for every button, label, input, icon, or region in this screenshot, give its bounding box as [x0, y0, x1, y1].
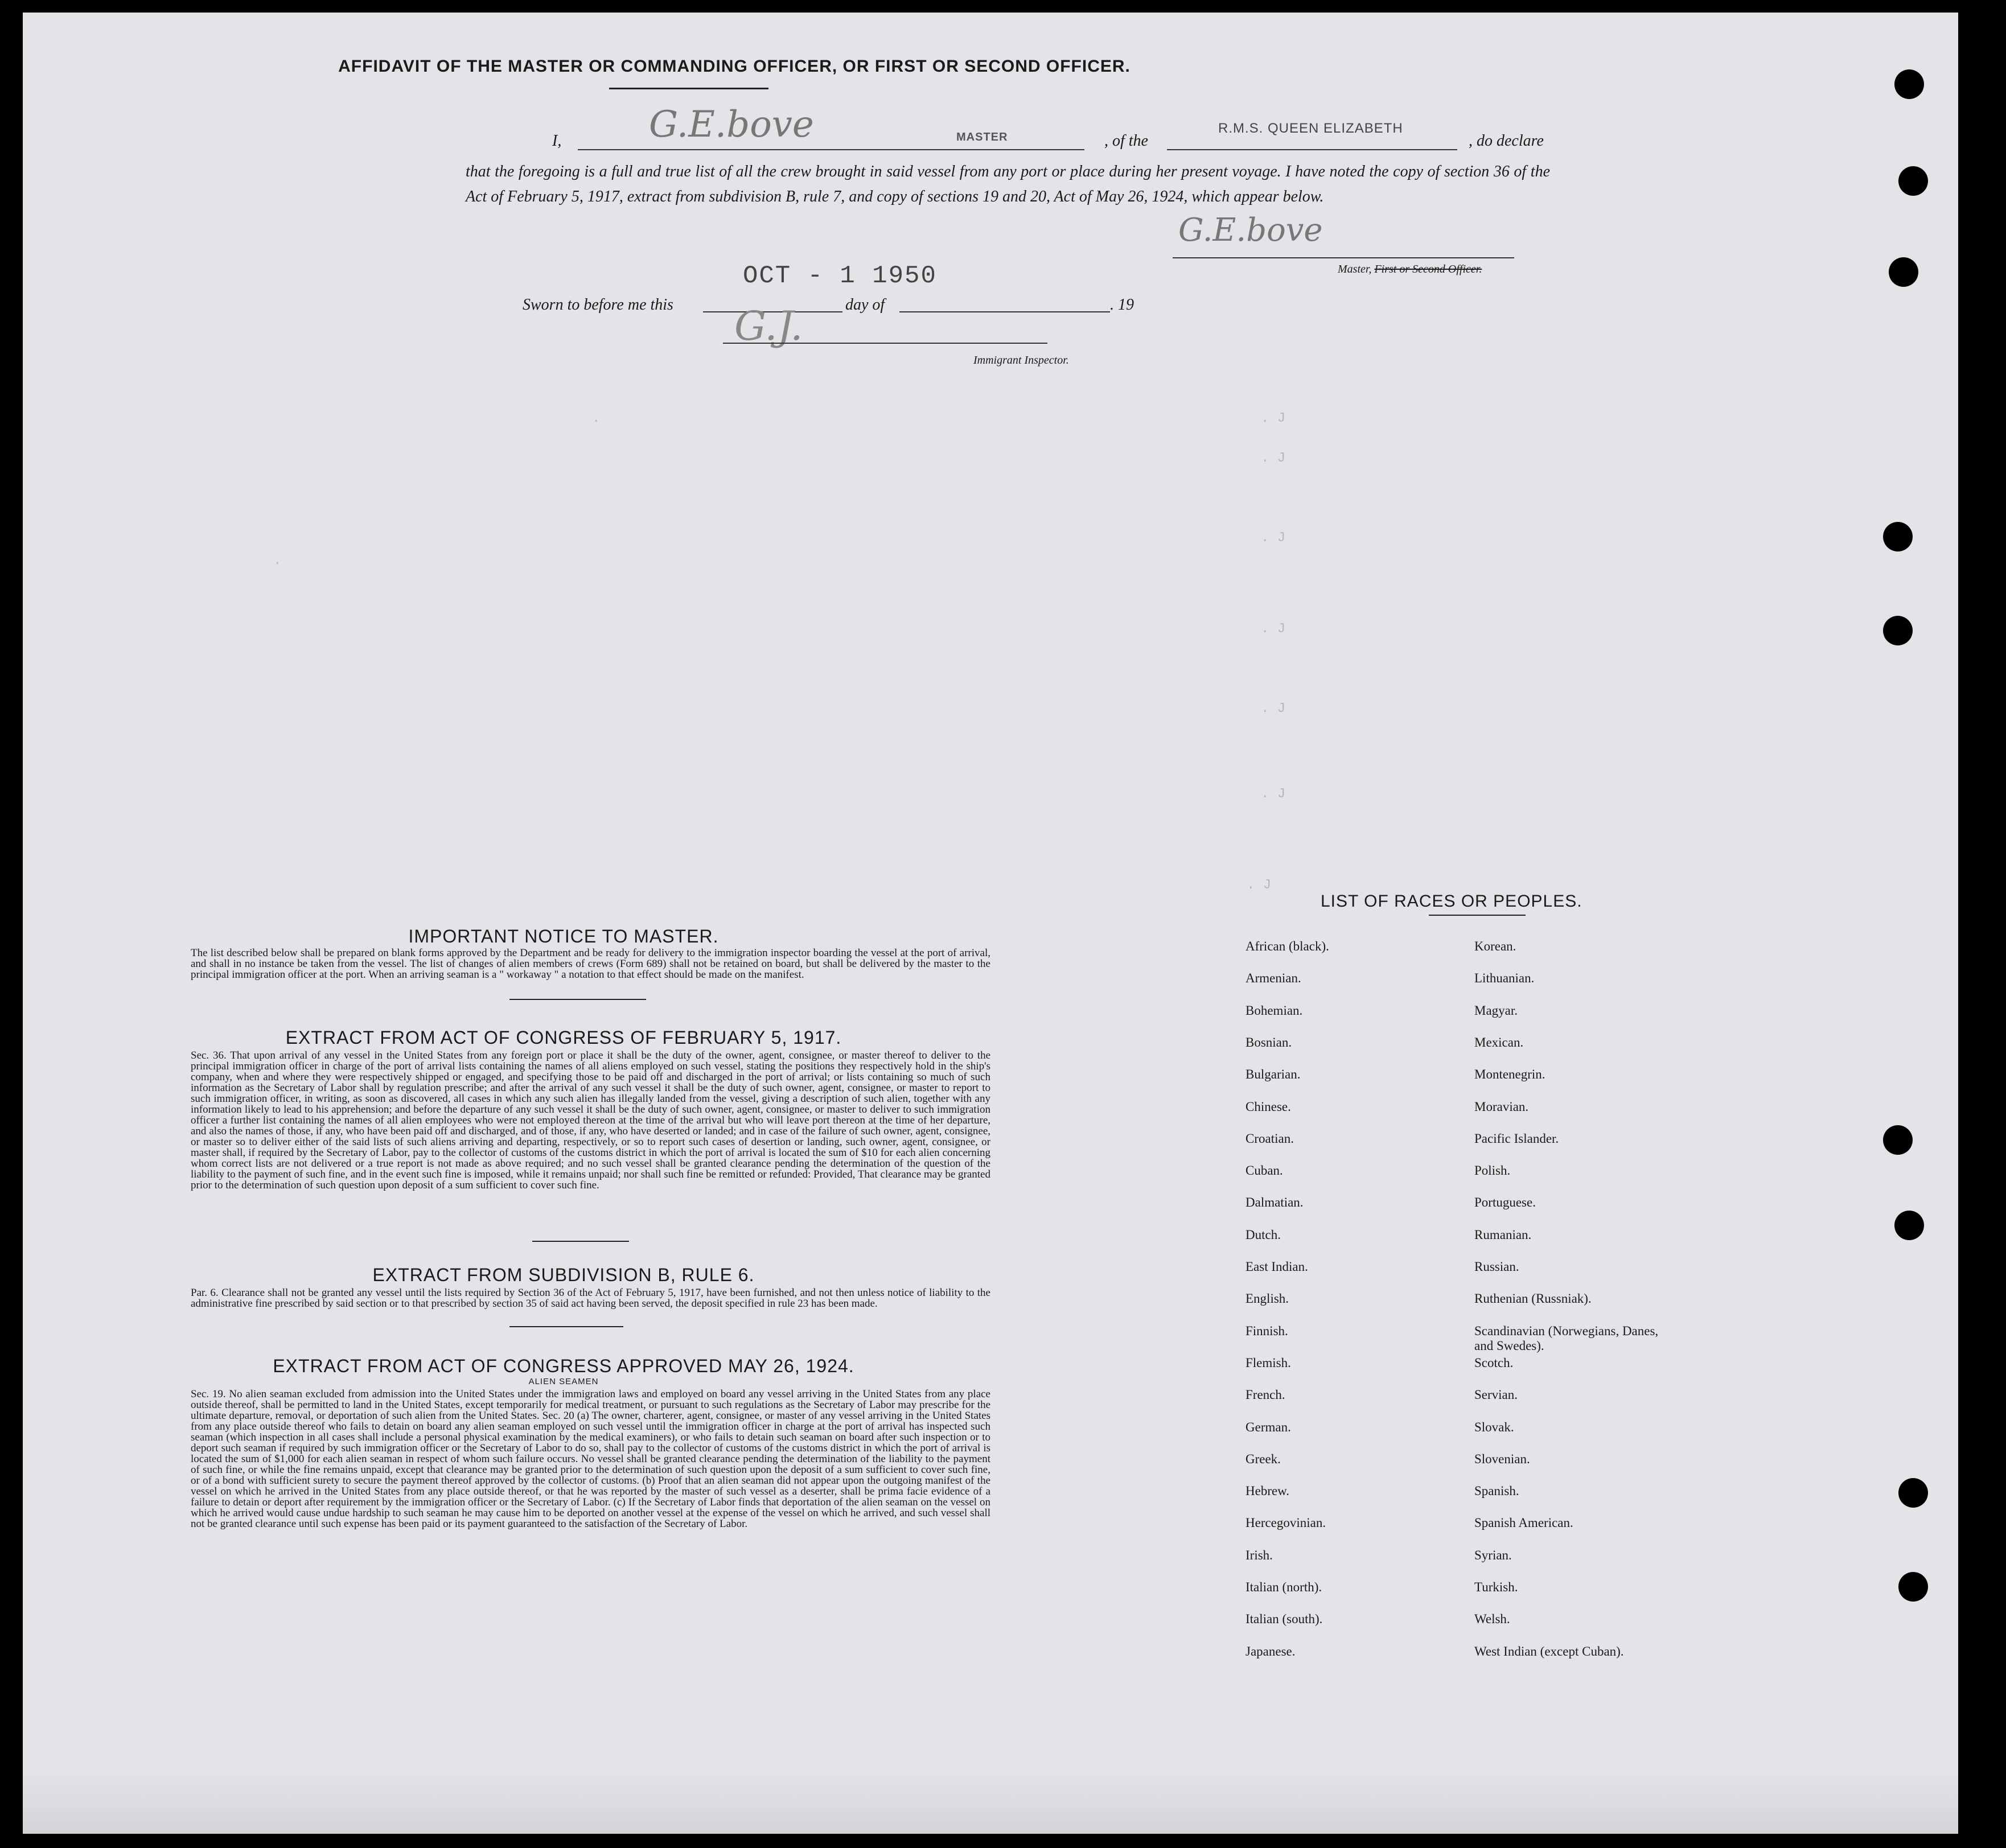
- race-item: African (black).: [1245, 939, 1329, 953]
- subdivision-rule: [509, 1326, 623, 1327]
- race-item: Scandinavian (Norwegians, Danes, and Swedes).: [1474, 1323, 1659, 1353]
- race-item: Dalmatian.: [1245, 1195, 1304, 1210]
- races-heading: LIST OF RACES OR PEOPLES.: [1321, 892, 1582, 911]
- race-item: Cuban.: [1245, 1163, 1283, 1178]
- race-item: German.: [1245, 1419, 1291, 1434]
- race-item: Russian.: [1474, 1260, 1519, 1274]
- race-item: Mexican.: [1474, 1035, 1524, 1049]
- race-item: Hercegovinian.: [1245, 1516, 1326, 1530]
- binder-hole: [1883, 522, 1913, 551]
- race-item: Turkish.: [1474, 1580, 1518, 1594]
- race-item: Croatian.: [1245, 1131, 1294, 1146]
- binder-hole: [1898, 1478, 1928, 1508]
- race-item: Korean.: [1474, 939, 1516, 953]
- race-item: Bohemian.: [1245, 1003, 1303, 1018]
- race-item: Welsh.: [1474, 1612, 1510, 1627]
- race-item: Irish.: [1245, 1547, 1273, 1562]
- extract-1924-text: Sec. 19. No alien seaman excluded from admission into the United States under the immigration laws and employed on board any vessel arriving in the United States from any place outside thereof, shall be permitted to land in the United States, except temporarily for medical treatment, or pursuant to such regulations as the Secretary of Labor may prescribe for the ultimate departure, removal, or deportation of such alien from the United States. Sec. 20 (a) The owner, charterer, agent, consignee, or master of any vessel arriving in the United States from any place outside thereof who fails to detain on board any alien seaman employed on such vessel until the immigration officer in charge at the port of arrival has inspected such seaman (which inspection in all cases shall include a personal physical examination by the medical examiners), or who fails to detain such seaman on board after such inspection or to deport such seaman if required by such immigration officer or the Secretary of Labor to do so, shall pay to the collector of customs of the customs district in which the port of arrival is located the sum of $1,000 for each alien seaman in respect of whom such failure occurs. No vessel shall be granted clearance pending the determination of the liability to the payment of such fine, or while the fine remains unpaid, except that clearance may be granted prior to the determination of such question upon the deposit of a sum sufficient to cover such fine, or of a bond with sufficient surety to secure the payment thereof approved by the collector of customs. (b) Proof that an alien seaman did not appear upon the outgoing manifest of the vessel on which he arrived in the United States from any place outside thereof, or that he was reported by the master of such vessel as a deserter, shall be prima facie evidence of a failure to detain or deport after requirement by the immigration officer or the Secretary of Labor. (c) If the Secretary of Labor finds that deportation of the alien seaman on the vessel on which he arrived would cause undue hardship to such seaman he may cause him to be deported on another vessel at the expense of the vessel on which he arrived, and such vessel shall not be granted clearance until such expense has been paid or its payment guaranteed to the satisfaction of the Secretary of Labor.: [191, 1388, 990, 1530]
- year-prefix: . 19: [1110, 296, 1134, 314]
- race-item: Greek.: [1245, 1451, 1281, 1466]
- binder-hole: [1898, 1572, 1928, 1602]
- race-item: Portuguese.: [1474, 1195, 1536, 1210]
- master-officer-label: Master, First or Second Officer.: [1338, 263, 1482, 275]
- alien-seamen-subhead: ALIEN SEAMEN: [528, 1377, 599, 1386]
- master-signature: G.E.bove: [1178, 212, 1323, 249]
- signature-name: G.E.bove: [649, 104, 814, 146]
- race-item: Spanish American.: [1474, 1516, 1573, 1530]
- do-declare: , do declare: [1469, 132, 1544, 150]
- race-item: Japanese.: [1245, 1644, 1296, 1658]
- binder-hole: [1883, 1125, 1913, 1155]
- inspector-line: [723, 337, 1047, 344]
- race-item: Armenian.: [1245, 971, 1301, 986]
- race-item: West Indian (except Cuban).: [1474, 1644, 1624, 1658]
- race-item: Syrian.: [1474, 1547, 1512, 1562]
- race-item: Magyar.: [1474, 1003, 1518, 1018]
- notice-heading: IMPORTANT NOTICE TO MASTER.: [408, 926, 719, 946]
- rank-master: MASTER: [956, 131, 1008, 143]
- race-item: Servian.: [1474, 1388, 1518, 1402]
- race-item: Pacific Islander.: [1474, 1131, 1559, 1146]
- race-item: Chinese.: [1245, 1099, 1291, 1114]
- binder-hole: [1898, 166, 1928, 196]
- race-item: Italian (south).: [1245, 1612, 1323, 1627]
- extract-1917-heading: EXTRACT FROM ACT OF CONGRESS OF FEBRUARY 5, 1917.: [285, 1027, 842, 1048]
- inspector-signature: G.J.: [734, 303, 803, 349]
- extract-1924-heading: EXTRACT FROM ACT OF CONGRESS APPROVED MAY 26, 1924.: [273, 1356, 854, 1376]
- race-item: Slovenian.: [1474, 1451, 1530, 1466]
- affidavit-title: AFFIDAVIT OF THE MASTER OR COMMANDING OFFICER, OR FIRST OR SECOND OFFICER.: [338, 57, 1131, 76]
- vessel-name: R.M.S. QUEEN ELIZABETH: [1218, 121, 1403, 136]
- of-the-label: , of the: [1104, 132, 1148, 150]
- binder-hole: [1894, 69, 1924, 99]
- race-item: East Indian.: [1245, 1260, 1308, 1274]
- race-item: Hebrew.: [1245, 1484, 1290, 1499]
- master-signature-line: [1173, 252, 1514, 258]
- subdivision-heading: EXTRACT FROM SUBDIVISION B, RULE 6.: [372, 1265, 755, 1285]
- binder-hole: [1889, 257, 1918, 287]
- subdivision-text: Par. 6. Clearance shall not be granted any vessel until the lists required by Section 36 of the Act of February 5, 1917, have been furnished, and not then unless notice of liability to the administrative fine prescribed by said section or to that prescribed by section 35 of said act having been served, the deposit specified in rule 23 has been made.: [191, 1287, 990, 1310]
- extract-1917-rule: [532, 1241, 629, 1242]
- race-item: Moravian.: [1474, 1099, 1529, 1114]
- title-rule: [609, 88, 768, 89]
- race-item: Ruthenian (Russniak).: [1474, 1291, 1592, 1306]
- race-item: Italian (north).: [1245, 1580, 1322, 1594]
- race-item: Rumanian.: [1474, 1227, 1532, 1242]
- race-item: Lithuanian.: [1474, 971, 1535, 986]
- race-item: Flemish.: [1245, 1355, 1291, 1370]
- race-item: Dutch.: [1245, 1227, 1281, 1242]
- declarant-i: I,: [552, 132, 562, 150]
- race-item: Montenegrin.: [1474, 1067, 1545, 1082]
- day-of-label: day of: [845, 296, 885, 314]
- race-item: Bulgarian.: [1245, 1067, 1301, 1082]
- races-rule: [1429, 915, 1526, 916]
- race-item: French.: [1245, 1388, 1285, 1402]
- race-item: Scotch.: [1474, 1355, 1514, 1370]
- inspector-label: Immigrant Inspector.: [973, 354, 1069, 367]
- affidavit-statement: that the foregoing is a full and true list of all the crew brought in said vessel from any port or place during her present voyage. I have noted the copy of section 36 of the Act of February 5, 1917, extract from subdivision B, rule 7, and copy of sections 19 and 20, Act of May 26, 1924, which appear below.: [466, 163, 1550, 205]
- race-item: Finnish.: [1245, 1323, 1288, 1338]
- race-item: Bosnian.: [1245, 1035, 1292, 1049]
- sworn-label: Sworn to before me this: [523, 296, 673, 314]
- extract-1917-text: Sec. 36. That upon arrival of any vessel in the United States from any foreign port or place it shall be the duty of the owner, agent, consignee, or master thereof to deliver to the principal immigration officer in charge of the port of arrival lists containing the names of all aliens employed on such vessel, stating the positions they respectively hold in the ship's company, when and where they were respectively shipped or engaged, and specifying those to be paid off and discharged in the port of arrival; or lists containing so much of such information as the Secretary of Labor shall by regulation prescribe; and after the arrival of any such vessel it shall be the duty of such owner, agent, consignee, or master to report to such immigration officer, in writing, as soon as discovered, all cases in which any such alien has illegally landed from the vessel, giving a description of such alien, together with any information likely to lead to his apprehension; and before the departure of any such vessel it shall be the duty of such owner, agent, consignee, or master to deliver to such immigration officer a further list containing the names of all alien employees who were not employed thereon at the time of the arrival but who will leave port thereon at the time of her departure, and also the names of those, if any, who have been paid off and discharged, and of those, if any, who have deserted or landed; and in case of the failure of such owner, agent, consignee, or master so to deliver either of the said lists of such aliens arriving and departing, respectively, or so to report such cases of desertion or landing, such owner, agent, consignee, or master shall, if required by the Secretary of Labor, pay to the collector of customs of the customs district in which the port of arrival is located the sum of $10 for each alien concerning whom correct lists are not delivered or a true report is not made as above required; and no such vessel shall be granted clearance pending the determination of the question of the liability to the payment of such fine, and in the event such fine is imposed, while it remains unpaid; nor shall such fine be remitted or refunded: Provided, That clearance may be granted prior to the determination of such question upon deposit of a sum sufficient to cover such fine.: [191, 1049, 990, 1191]
- race-item: English.: [1245, 1291, 1289, 1306]
- sworn-month-line: [899, 294, 1110, 312]
- race-item: Spanish.: [1474, 1484, 1519, 1499]
- date-stamp: OCT - 1 1950: [743, 262, 937, 290]
- notice-text: The list described below shall be prepared on blank forms approved by the Department and be ready for delivery to the immigration inspector boarding the vessel at the port of arrival, and shall in no instance be taken from the vessel. The list of changes of alien members of crews (Form 689) shall not be retained on board, but shall be delivered by the master to the principal immigration officer at the port. When an arriving seaman is a " workaway " a notation to that effect should be made on the manifest.: [191, 947, 990, 981]
- document-page: AFFIDAVIT OF THE MASTER OR COMMANDING OFFICER, OR FIRST OR SECOND OFFICER. I, G.E.bove MASTER , of the R.M.S. QUEEN ELIZABETH , do declare that the foregoing is a full and true list of all the crew brought in said vessel from any port or place during her present voyage. I have noted the copy of section 36 of the Act of February 5, 1917, extract from subdivision B, rule 7, and copy of sections 19 and 20, Act of May 26, 1924, which appear below. OCT - 1 1950 G.E.bove Master, First or Second Officer. Sworn to before me this day of . 19 G.J. Immigrant Inspector. . J . J . J . J . J . J . . . J IMPORTANT NOTICE TO MASTER. The list described below shall be prepared on blank forms approved by the Department and be ready for delivery to the immigration inspector boarding the vessel at the port of arrival, and shall in no instance be taken from the vessel. The list of changes of alien members of crews (Form 689) shall not be retained on board, but shall be delivered by the master to the principal immigration officer at the port. When an arriving seaman is a " workaway " a notation to that effect should be made on the manifest. EXTRACT FROM ACT OF CONGRESS OF FEBRUARY 5, 1917. Sec. 36. That upon arrival of any vessel in the United States from any foreign port or place it shall be the duty of the owner, agent, consignee, or master thereof to deliver to the principal immigration officer in charge of the port of arrival lists containing the names of all aliens employed on such vessel, stating the positions they respectively hold in the ship's company, when and where they were respectively shipped or engaged, and specifying those to be paid off and discharged in the port of arrival; or lists containing so much of such information as the Secretary of Labor shall by regulation prescribe; and after the arrival of any such vessel it shall be the duty of such owner, agent, consignee, or master to report to such immigration officer, in writing, as soon as discovered, all cases in which any such alien has illegally landed from the vessel, giving a description of such alien, together with any information likely to lead to his apprehension; and before the departure of any such vessel it shall be the duty of such owner, agent, consignee, or master to deliver to such immigration officer a further list containing the names of all alien employees who were not employed thereon at the time of the arrival but who will leave port thereon at the time of her departure, and also the names of those, if any, who have been paid off and discharged, and of those, if any, who have deserted or landed; and in case of the failure of such owner, agent, consignee, or master so to deliver either of the said lists of such aliens arriving and departing, respectively, or so to report such cases of desertion or landing, such owner, agent, consignee, or master shall, if required by the Secretary of Labor, pay to the collector of customs of the customs district in which the port of arrival is located the sum of $10 for each alien concerning whom correct lists are not delivered or a true report is not made as above required; and no such vessel shall be granted clearance pending the determination of the question of the liability to the payment of such fine, and in the event such fine is imposed, while it remains unpaid; nor shall such fine be remitted or refunded: Provided, That clearance may be granted prior to the determination of such question upon deposit of a sum sufficient to cover such fine. EXTRACT FROM SUBDIVISION B, RULE 6. Par. 6. Clearance shall not be granted any vessel until the lists required by Section 36 of the Act of February 5, 1917, have been furnished, and not then unless notice of liability to the administrative fine prescribed by said section or to that prescribed by section 35 of said act having been served, the deposit specified in rule 23 has been made. EXTRACT FROM ACT OF CONGRESS APPROVED MAY 26, 1924. ALIEN SEAMEN Sec. 19. No alien seaman excluded from admission into the United States under the immigration laws and employed on board any vessel arriving in the United States from any place outside thereof, shall be permitted to land in the United States, except temporarily for medical treatment, or pursuant to such regulations as the Secretary of Labor may prescribe for the ultimate departure, removal, or deportation of such alien from the United States. Sec. 20 (a) The owner, charterer, agent, consignee, or master of any vessel arriving in the United States from any place outside thereof who fails to detain on board any alien seaman employed on such vessel until the immigration officer in charge at the port of arrival has inspected such seaman (which inspection in all cases shall include a personal physical examination by the medical examiners), or who fails to detain such seaman on board after such inspection or to deport such seaman if required by such immigration officer or the Secretary of Labor to do so, shall pay to the collector of customs of the customs district in which the port of arrival is located the sum of $1,000 for each alien seaman in respect of whom such failure occurs. No vessel shall be granted clearance pending the determination of the liability to the payment of such fine, or while the fine remains unpaid, except that clearance may be granted prior to the determination of such question upon the deposit of a sum sufficient to cover such fine, or of a bond with sufficient surety to secure the payment thereof approved by the collector of customs. (b) Proof that an alien seaman did not appear upon the outgoing manifest of the vessel on which he arrived in the United States from any place outside thereof, or that he was reported by the master of such vessel as a deserter, shall be prima facie evidence of a failure to detain or deport after requirement by the immigration officer or the Secretary of Labor. (c) If the Secretary of Labor finds that deportation of the alien seaman on the vessel on which he arrived would cause undue hardship to such seaman he may cause him to be deported on another vessel at the expense of the vessel on which he arrived, and such vessel shall not be granted clearance until such expense has been paid or its payment guaranteed to the satisfaction of the Secretary of Labor. LIST OF RACES OR PEOPLES. African (black). Armenian. Bohemian. Bosnian. Bulgarian. Chinese. Croatian. Cuban. Dalmatian. Dutch. East Indian. English. Finnish. Flemish. French. German. Greek. Hebrew. Hercegovinian. Irish. Italian (north). Italian (south). Japanese. Korean. Lithuanian. Magyar. Mexican. Montenegrin. Moravian. Pacific Islander. Polish. Portuguese. Rumanian. Russian. Ruthenian (Russniak). Scandinavian (Norwegians, Danes, and Swedes). Scotch. Servian. Slovak. Slovenian. Spanish. Spanish American. Syrian. Turkish. Welsh. West Indian (except Cuban).: [23, 13, 1958, 1834]
- binder-hole: [1894, 1211, 1924, 1240]
- race-item: Polish.: [1474, 1163, 1511, 1178]
- binder-hole: [1883, 616, 1913, 645]
- notice-rule: [509, 999, 646, 1000]
- race-item: Slovak.: [1474, 1419, 1514, 1434]
